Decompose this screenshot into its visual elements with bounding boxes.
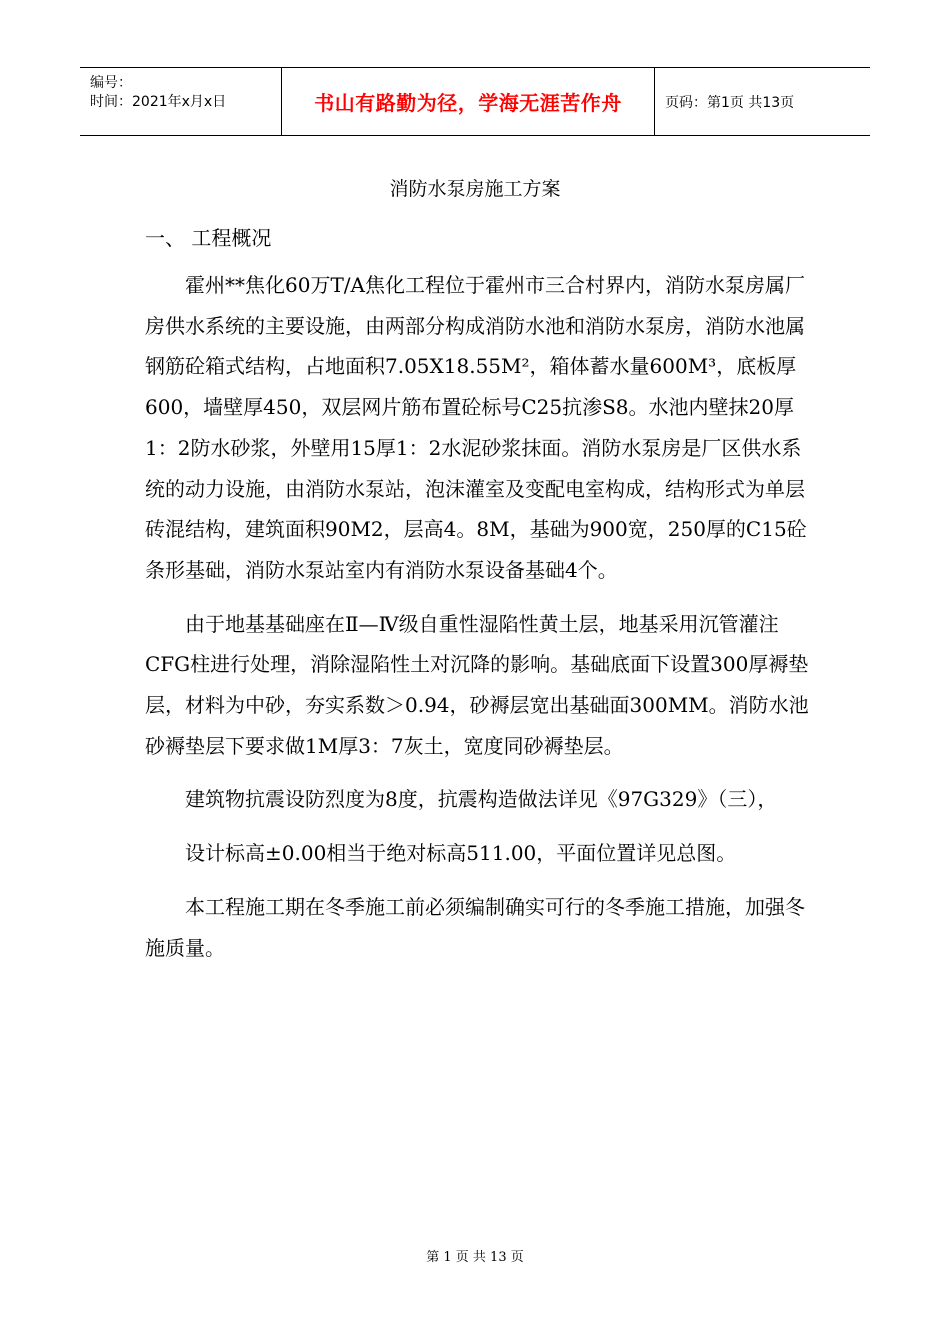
header-motto: 书山有路勤为径，学海无涯苦作舟 — [314, 91, 622, 115]
document-date-label: 时间：2021年x月x日 — [90, 94, 227, 110]
document-number-label: 编号： — [90, 75, 132, 91]
header-motto-cell — [282, 68, 655, 135]
header-meta-cell — [80, 68, 282, 135]
body-paragraph: 设计标高±0.00相当于绝对标高511.00，平面位置详见总图。 — [185, 841, 737, 866]
body-paragraph: 由于地基基础座在Ⅱ—Ⅳ级自重性湿陷性黄土层，地基采用沉管灌注CFG柱进行处理，消除湿陷性土对沉降的影响。基础底面下设置300厚褥垫层，材料为中砂，夯实系数＞0.94，砂褥层宽出基础面300MM。消防水池砂褥垫层下要求做1M厚3：7灰土，宽度同砂褥垫层。 — [145, 611, 809, 758]
document-body — [145, 265, 810, 981]
body-paragraph: 建筑物抗震设防烈度为8度，抗震构造做法详见《97G329》（三）， — [185, 787, 778, 812]
document-title: 消防水泵房施工方案 — [389, 178, 561, 200]
header-page-info: 页码：第1页 共13页 — [665, 94, 795, 111]
header-table — [80, 67, 870, 136]
body-paragraph: 霍州**焦化60万T/A焦化工程位于霍州市三合村界内，消防水泵房属厂房供水系统的主要设施，由两部分构成消防水池和消防水泵房，消防水池属钢筋砼箱式结构，占地面积7.05X18.55M²，箱体蓄水量600M³，底板厚600，墙壁厚450，双层网片筋布置砼标号C25抗渗S8。水池内壁抹20厚1：2防水砂浆，外壁用15厚1：2水泥砂浆抹面。消防水泵房是厂区供水系统的动力设施，由消防水泵站，泡沫灌室及变配电室构成，结构形式为单层砖混结构，建筑面积90M2，层高4。8M，基础为900宽，250厚的C15砼条形基础，消防水泵站室内有消防水泵设备基础4个。 — [145, 273, 807, 582]
header-page-cell — [655, 68, 870, 135]
page-footer: 第 1 页 共 13 页 — [426, 1250, 524, 1265]
section-heading-overview: 一、 工程概况 — [145, 226, 272, 250]
body-paragraph: 本工程施工期在冬季施工前必须编制确实可行的冬季施工措施，加强冬施质量。 — [145, 894, 805, 960]
